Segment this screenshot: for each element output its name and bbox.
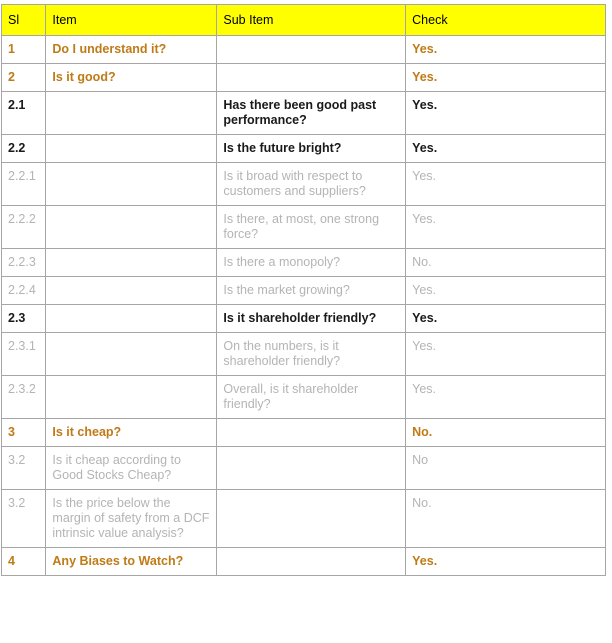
row-item (46, 249, 217, 277)
table-row (2, 447, 606, 490)
row-sub-item (217, 64, 406, 92)
row-sl: 3 (2, 419, 46, 447)
row-item (46, 135, 217, 163)
row-item: Is it good? (46, 64, 217, 92)
row-check: Yes. (406, 277, 606, 305)
table-row (2, 92, 606, 135)
row-sub-item (217, 447, 406, 490)
row-sub-item (217, 548, 406, 576)
row-check: Yes. (406, 376, 606, 419)
table-row (2, 490, 606, 548)
row-sub-item (217, 36, 406, 64)
table-row (2, 36, 606, 64)
row-sl: 2.2.4 (2, 277, 46, 305)
row-item (46, 163, 217, 206)
row-check: Yes. (406, 92, 606, 135)
row-sub-item: Has there been good past performance? (217, 92, 406, 135)
table-row (2, 64, 606, 92)
row-sub-item: Is it shareholder friendly? (217, 305, 406, 333)
row-check: Yes. (406, 333, 606, 376)
row-item (46, 206, 217, 249)
table-row (2, 206, 606, 249)
row-item: Is it cheap according to Good Stocks Cheap? (46, 447, 217, 490)
row-sub-item: Overall, is it shareholder friendly? (217, 376, 406, 419)
table-row (2, 135, 606, 163)
header-row (2, 5, 606, 36)
row-sub-item: Is the market growing? (217, 277, 406, 305)
row-check: Yes. (406, 36, 606, 64)
row-item (46, 92, 217, 135)
row-check: No (406, 447, 606, 490)
table-row (2, 305, 606, 333)
row-sub-item (217, 490, 406, 548)
row-sub-item: Is there, at most, one strong force? (217, 206, 406, 249)
row-sl: 2.2.1 (2, 163, 46, 206)
row-sub-item: Is it broad with respect to customers and suppliers? (217, 163, 406, 206)
table-row (2, 163, 606, 206)
header-item: Item (46, 5, 217, 36)
row-check: Yes. (406, 64, 606, 92)
row-sl: 1 (2, 36, 46, 64)
row-item (46, 376, 217, 419)
row-item: Is the price below the margin of safety from a DCF intrinsic value analysis? (46, 490, 217, 548)
row-check: Yes. (406, 548, 606, 576)
row-item (46, 305, 217, 333)
row-item: Do I understand it? (46, 36, 217, 64)
row-item: Is it cheap? (46, 419, 217, 447)
row-sl: 2.3.2 (2, 376, 46, 419)
row-sub-item (217, 419, 406, 447)
table-row (2, 277, 606, 305)
table-row (2, 376, 606, 419)
row-sl: 4 (2, 548, 46, 576)
row-check: Yes. (406, 305, 606, 333)
table-row (2, 419, 606, 447)
row-sl: 2.3.1 (2, 333, 46, 376)
table-row (2, 333, 606, 376)
row-sub-item: On the numbers, is it shareholder friendly? (217, 333, 406, 376)
header-sl: Sl (2, 5, 46, 36)
row-sub-item: Is the future bright? (217, 135, 406, 163)
row-sl: 2 (2, 64, 46, 92)
row-item: Any Biases to Watch? (46, 548, 217, 576)
row-item (46, 333, 217, 376)
row-sl: 3.2 (2, 490, 46, 548)
header-sub-item: Sub Item (217, 5, 406, 36)
row-sl: 2.3 (2, 305, 46, 333)
row-sl: 2.1 (2, 92, 46, 135)
row-check: Yes. (406, 163, 606, 206)
row-check: Yes. (406, 135, 606, 163)
row-check: Yes. (406, 206, 606, 249)
row-sub-item: Is there a monopoly? (217, 249, 406, 277)
row-sl: 2.2.3 (2, 249, 46, 277)
row-sl: 2.2.2 (2, 206, 46, 249)
checklist-table (1, 4, 606, 576)
row-sl: 3.2 (2, 447, 46, 490)
table-row (2, 249, 606, 277)
header-check: Check (406, 5, 606, 36)
row-check: No. (406, 490, 606, 548)
row-item (46, 277, 217, 305)
row-sl: 2.2 (2, 135, 46, 163)
table-row (2, 548, 606, 576)
row-check: No. (406, 249, 606, 277)
row-check: No. (406, 419, 606, 447)
